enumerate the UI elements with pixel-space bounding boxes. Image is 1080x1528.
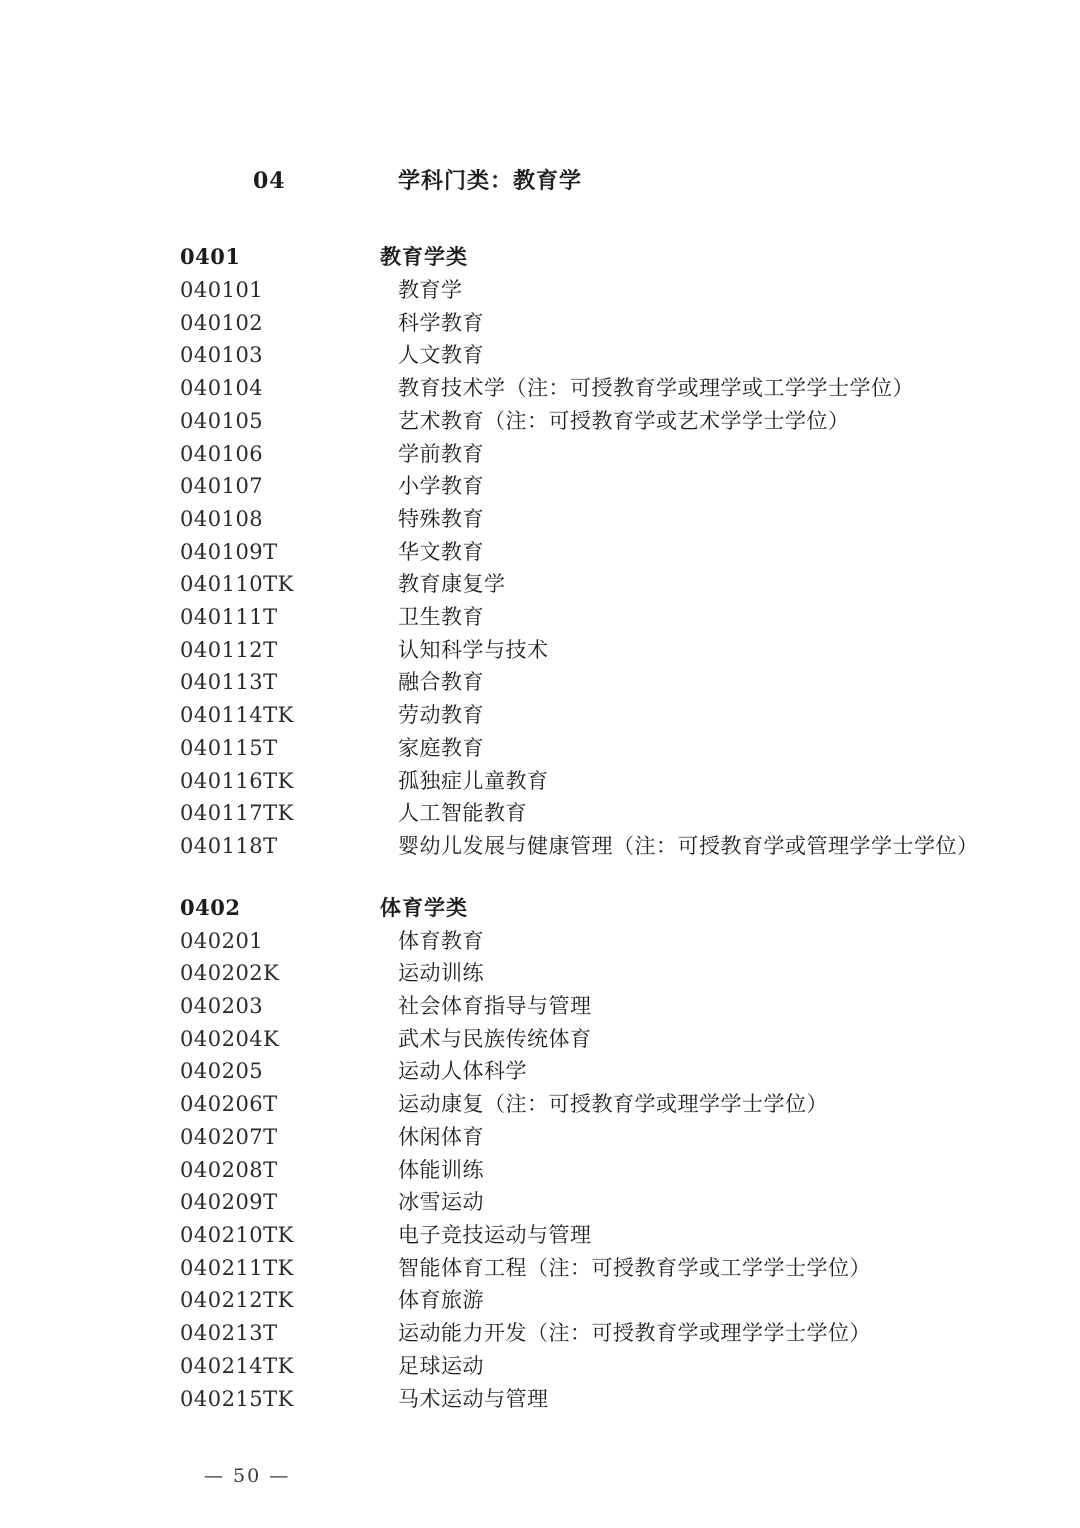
major-row	[180, 274, 1020, 307]
major-code: 040117TK	[180, 801, 294, 826]
major-name: 运动能力开发（注：可授教育学或理学学士学位）	[398, 1321, 871, 1346]
sections-container	[180, 240, 1020, 1415]
major-row	[180, 699, 1020, 732]
major-name: 教育技术学（注：可授教育学或理学或工学学士学位）	[398, 376, 914, 401]
major-code: 040103	[180, 343, 264, 368]
major-name: 科学教育	[398, 310, 484, 335]
major-name: 社会体育指导与管理	[398, 994, 592, 1019]
major-code: 040118T	[180, 833, 278, 858]
major-row	[180, 339, 1020, 372]
major-code: 040113T	[180, 670, 278, 695]
major-code: 040214TK	[180, 1353, 294, 1378]
major-name: 运动康复（注：可授教育学或理学学士学位）	[398, 1092, 828, 1117]
major-name: 婴幼儿发展与健康管理（注：可授教育学或管理学学士学位）	[398, 833, 979, 858]
section-header	[180, 891, 1020, 925]
major-code: 040109T	[180, 539, 278, 564]
major-code: 040202K	[180, 961, 280, 986]
major-name: 艺术教育（注：可授教育学或艺术学学士学位）	[398, 408, 850, 433]
major-code: 040114TK	[180, 703, 294, 728]
major-code: 040213T	[180, 1321, 278, 1346]
major-row	[180, 1121, 1020, 1154]
major-row	[180, 1350, 1020, 1383]
major-row	[180, 925, 1020, 958]
major-row	[180, 1383, 1020, 1416]
major-row	[180, 601, 1020, 634]
major-name: 教育康复学	[398, 572, 506, 597]
major-code: 040101	[180, 278, 264, 302]
major-row	[180, 1088, 1020, 1121]
major-name: 足球运动	[398, 1353, 484, 1378]
major-row	[180, 1186, 1020, 1219]
section-header	[180, 240, 1020, 274]
major-row	[180, 1023, 1020, 1056]
major-code: 040104	[180, 376, 264, 401]
major-name: 特殊教育	[398, 506, 484, 531]
major-row	[180, 536, 1020, 569]
major-name: 教育学	[398, 278, 463, 302]
major-row	[180, 797, 1020, 830]
section-code: 0402	[180, 894, 241, 920]
major-code: 040105	[180, 408, 264, 433]
major-row	[180, 1154, 1020, 1187]
page-number: — 50 —	[204, 1465, 291, 1488]
major-code: 040112T	[180, 637, 278, 662]
major-name: 劳动教育	[398, 703, 484, 728]
major-name: 融合教育	[398, 670, 484, 695]
section-code: 0401	[180, 244, 241, 269]
page-footer	[180, 1461, 1020, 1492]
major-name: 智能体育工程（注：可授教育学或工学学士学位）	[398, 1255, 871, 1280]
category-title: 学科门类：教育学	[398, 169, 583, 194]
category-code: 04	[253, 168, 286, 194]
major-code: 040108	[180, 506, 264, 531]
major-row	[180, 1055, 1020, 1088]
major-section	[180, 240, 1020, 863]
major-row	[180, 1317, 1020, 1350]
major-name: 小学教育	[398, 474, 484, 499]
major-name: 电子竞技运动与管理	[398, 1222, 592, 1247]
major-code: 040206T	[180, 1092, 278, 1117]
major-row	[180, 405, 1020, 438]
major-name: 体育教育	[398, 928, 484, 953]
major-name: 孤独症儿童教育	[398, 768, 549, 793]
major-name: 人工智能教育	[398, 801, 527, 826]
major-code: 040204K	[180, 1026, 280, 1051]
major-row	[180, 990, 1020, 1023]
major-name: 武术与民族传统体育	[398, 1026, 592, 1051]
section-title: 体育学类	[380, 895, 468, 920]
major-code: 040212TK	[180, 1288, 294, 1313]
major-row	[180, 830, 1020, 863]
major-row	[180, 1219, 1020, 1252]
major-name: 体能训练	[398, 1157, 484, 1182]
major-row	[180, 307, 1020, 340]
major-code: 040115T	[180, 735, 278, 760]
major-name: 运动人体科学	[398, 1059, 527, 1084]
major-row	[180, 765, 1020, 798]
major-name: 卫生教育	[398, 605, 484, 630]
major-name: 冰雪运动	[398, 1190, 484, 1215]
major-section	[180, 891, 1020, 1416]
major-row	[180, 666, 1020, 699]
major-name: 学前教育	[398, 441, 484, 466]
major-name: 马术运动与管理	[398, 1386, 549, 1411]
major-code: 040210TK	[180, 1222, 294, 1247]
major-code: 040106	[180, 441, 264, 466]
major-row	[180, 568, 1020, 601]
major-code: 040207T	[180, 1124, 278, 1149]
major-code: 040116TK	[180, 768, 294, 793]
section-title: 教育学类	[380, 245, 468, 269]
major-code: 040203	[180, 994, 264, 1019]
major-code: 040209T	[180, 1190, 278, 1215]
major-row	[180, 1284, 1020, 1317]
major-name: 运动训练	[398, 961, 484, 986]
major-name: 认知科学与技术	[398, 637, 549, 662]
major-code: 040211TK	[180, 1255, 294, 1280]
major-row	[180, 732, 1020, 765]
major-row	[180, 957, 1020, 990]
major-row	[180, 1252, 1020, 1285]
major-name: 人文教育	[398, 343, 484, 368]
major-row	[180, 438, 1020, 471]
major-row	[180, 372, 1020, 405]
major-code: 040110TK	[180, 572, 294, 597]
major-row	[180, 634, 1020, 667]
major-code: 040208T	[180, 1157, 278, 1182]
major-code: 040205	[180, 1059, 264, 1084]
major-row	[180, 470, 1020, 503]
major-name: 休闲体育	[398, 1124, 484, 1149]
major-code: 040111T	[180, 605, 278, 630]
major-code: 040201	[180, 928, 264, 953]
major-code: 040107	[180, 474, 264, 499]
major-code: 040102	[180, 310, 264, 335]
major-name: 家庭教育	[398, 735, 484, 760]
major-name: 体育旅游	[398, 1288, 484, 1313]
category-header	[180, 165, 1020, 198]
major-name: 华文教育	[398, 539, 484, 564]
major-code: 040215TK	[180, 1386, 294, 1411]
major-row	[180, 503, 1020, 536]
